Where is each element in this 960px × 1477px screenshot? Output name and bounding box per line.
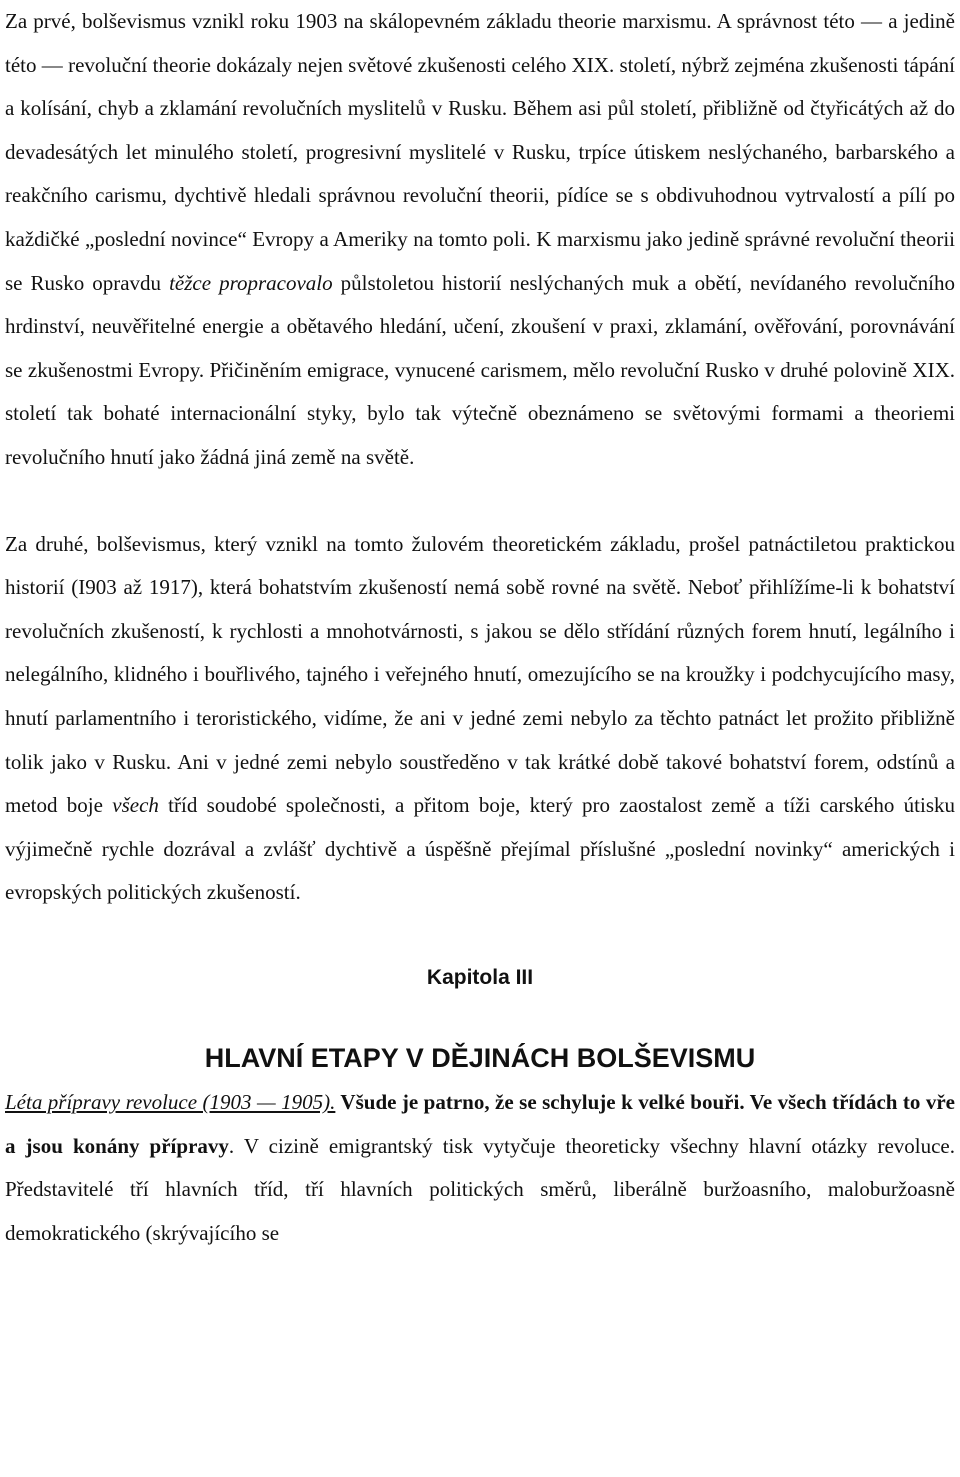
paragraph-2: [5, 523, 955, 915]
chapter-heading: Kapitola III: [426, 965, 534, 989]
paragraph-2-emphasis: všech: [112, 793, 159, 818]
paragraph-1-emphasis: těžce propracovalo: [169, 270, 333, 295]
document-page: [5, 0, 955, 1255]
paragraph-1: [5, 0, 955, 480]
paragraph-4: [5, 1081, 955, 1255]
paragraph-2-text-cont: tříd soudobé společnosti, a přitom boje, který pro zaostalost země a tíži carského útisku výjimečně rychle dozrával a zvlášť dychtivě a úspěšně přejímal příslušné „poslední novinky“ amerických i evropských politických zkušeností.: [5, 793, 956, 905]
paragraph-1-text: Za prvé, bolševismus vznikl roku 1903 na skálopevném základu theorie marxismu. A správnost této — a jedině této — revoluční theorie dokázaly nejen světové zkušenosti celého XIX. století, nýbrž zejména zkušenosti tápání a kolísání, chyb a zklamání revolučních myslitelů v Rusku. Během asi půl století, přibližně od čtyřicátých až do devadesátých let minulého století, progresivní myslitelé v Rusku, trpíce útiskem neslýchaného, barbarského a reakčního carismu, dychtivě hledali správnou revoluční theorii, pídíce se s obdivuhodnou vytrvalostí a pílí po každičké „poslední novince“ Evropy a Ameriky na tomto poli. K marxismu jako jedině správné revoluční theorii se Rusko opravdu: [5, 9, 955, 295]
paragraph-1-text-cont: půlstoletou historií neslýchaných muk a obětí, nevídaného revolučního hrdinství, neuvěřitelné energie a obětavého hledání, učení, zkoušení v praxi, zklamání, ověřování, porovnávání se zkušenostmi Evropy. Přičiněním emigrace, vynucené carismem, mělo revoluční Rusko v druhé polovině XIX. století tak bohaté internacionální styky, bylo tak výtečně obeznámeno se světovými formami a theoriemi revolučního hnutí jako žádná jiná země na světě.: [5, 270, 955, 469]
paragraph-4-text: . V cizině emigrantský tisk vytyčuje theoreticky všechny hlavní otázky revoluce. Představitelé tří hlavních tříd, tří hlavních politických směrů, liberálně buržoasního, maloburžoasně demokratického (skrývajícího se: [5, 1133, 955, 1245]
section-heading: Léta přípravy revoluce (1903 — 1905).: [5, 1090, 336, 1115]
paragraph-gap: [5, 480, 955, 523]
chapter-title: HLAVNÍ ETAPY V DĚJINÁCH BOLŠEVISMU: [204, 1043, 756, 1074]
paragraph-4-bold: Všude je patrno, že se schyluje k velké bouři. Ve všech třídách to vře a jsou konány přípravy: [5, 1090, 955, 1158]
paragraph-2-text: Za druhé, bolševismus, který vznikl na tomto žulovém theoretickém základu, prošel patnáctiletou praktickou historií (I903 až 1917), která bohatstvím zkušeností nemá sobě rovné na světě. Neboť přihlížíme-li k bohatství revolučních zkušeností, k rychlosti a mnohotvárnosti, s jakou se dělo střídání různých forem hnutí, legálního i nelegálního, klidného i bouřlivého, tajného i veřejného hnutí, omezujícího se na kroužky i podchycujícího masy, hnutí parlamentního i teroristického, vidíme, že ani v jedné zemi nebylo za těchto patnáct let prožito přibližně tolik jako v Rusku. Ani v jedné zemi nebylo soustředěno v tak krátké době takové bohatství forem, odstínů a metod boje: [5, 531, 955, 818]
